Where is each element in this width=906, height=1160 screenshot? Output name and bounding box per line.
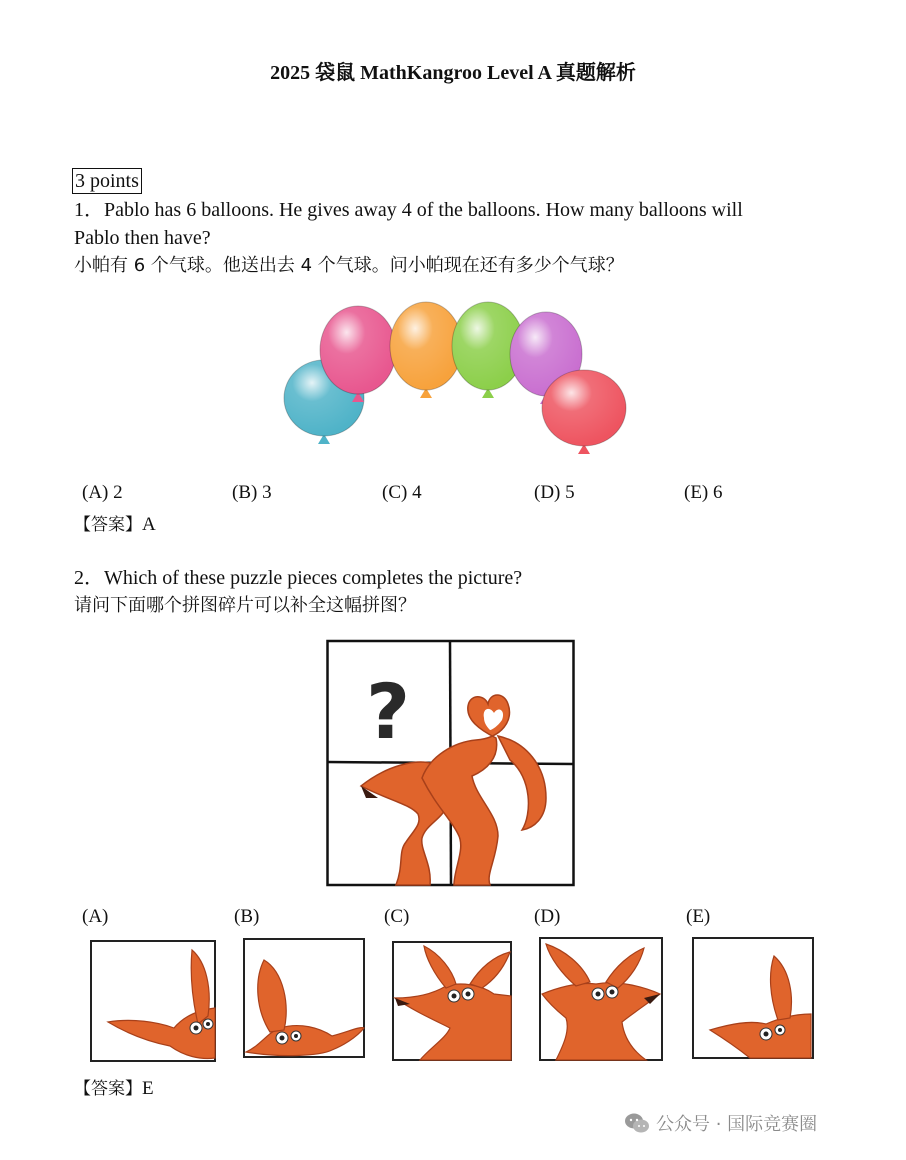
q1-option-a[interactable]: (A) 2 — [82, 482, 123, 503]
q1-text-line1 — [74, 196, 743, 224]
q1-answer — [74, 510, 156, 536]
points-label: 3 points — [72, 168, 142, 194]
q2-option-a-label[interactable]: (A) — [82, 906, 109, 927]
q1-option-e[interactable]: (E) 6 — [684, 482, 723, 503]
q1-option-d[interactable]: (D) 5 — [534, 482, 575, 503]
q2-text-cn: 请问下面哪个拼图碎片可以补全这幅拼图？ — [74, 595, 416, 616]
q2-piece-e[interactable] — [690, 934, 816, 1062]
q2-number: 2． — [74, 567, 104, 589]
q2-piece-a[interactable] — [88, 938, 218, 1064]
watermark-text: 公众号 · 国际竞赛圈 — [656, 1114, 818, 1135]
q1-text-cn: 小帕有 6 个气球。他送出去 4 个气球。问小帕现在还有多少个气球？ — [74, 255, 624, 276]
q2-option-e-label[interactable]: (E) — [686, 906, 711, 927]
q2-option-c-label[interactable]: (C) — [384, 906, 410, 927]
q2-option-d-label[interactable]: (D) — [534, 906, 561, 927]
q2-text-en: Which of these puzzle pieces completes the picture? — [104, 567, 523, 589]
q1-text-en-line1: Pablo has 6 balloons. He gives away 4 of the balloons. How many balloons will — [104, 199, 743, 221]
q1-answer-value: A — [142, 514, 156, 535]
wechat-icon — [624, 1112, 650, 1134]
q2-puzzle — [326, 638, 576, 888]
q2-piece-b[interactable] — [240, 936, 368, 1062]
q1-option-b[interactable]: (B) 3 — [232, 482, 272, 503]
q2-text-en-line — [74, 564, 522, 592]
q2-answer — [74, 1074, 154, 1100]
q2-option-b-label[interactable]: (B) — [234, 906, 260, 927]
q2-piece-d[interactable] — [536, 934, 666, 1064]
q2-answer-value: E — [142, 1078, 154, 1099]
question-mark: ? — [365, 667, 411, 756]
q2-answer-bracket: 【答案】 — [74, 1079, 142, 1099]
q1-option-c[interactable]: (C) 4 — [382, 482, 422, 503]
q2-piece-c[interactable] — [390, 938, 514, 1064]
balloons-illustration — [276, 294, 636, 454]
balloon — [542, 370, 626, 454]
balloon — [390, 302, 462, 398]
watermark — [624, 1110, 817, 1136]
page-title: 2025 袋鼠 MathKangroo Level A 真题解析 — [270, 62, 636, 84]
q1-text-en-line2: Pablo then have? — [74, 227, 211, 249]
q1-answer-bracket: 【答案】 — [74, 515, 142, 535]
q1-number: 1． — [74, 199, 104, 221]
